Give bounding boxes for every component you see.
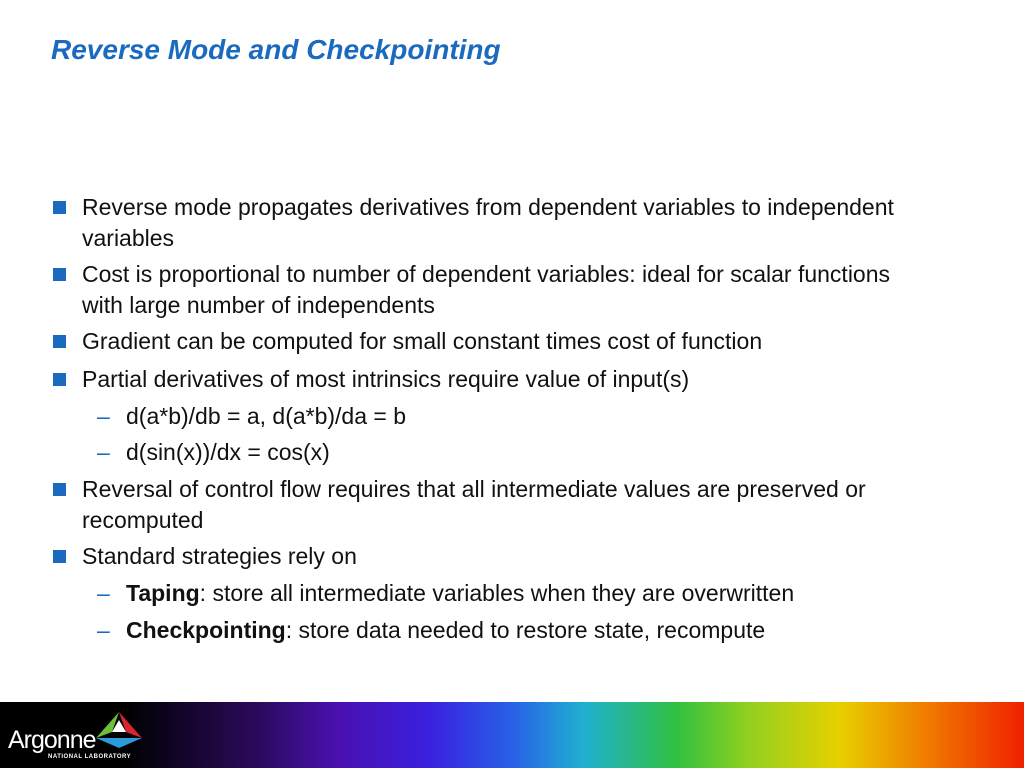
- bullet-text: Standard strategies rely on: [82, 543, 357, 569]
- dash-bullet-icon: –: [97, 617, 110, 643]
- dash-bullet-icon: –: [97, 403, 110, 429]
- bullet-text: : store all intermediate variables when they are overwritten: [199, 580, 795, 606]
- bullet-text: d(sin(x))/dx = cos(x): [126, 439, 330, 465]
- sub-bullet: [97, 578, 946, 609]
- bullet-bold-term: Taping: [126, 580, 200, 606]
- bullet: [82, 474, 902, 536]
- dash-bullet-icon: –: [97, 439, 110, 465]
- dash-bullet-icon: –: [97, 580, 110, 606]
- bullet: [82, 326, 902, 357]
- sub-bullet: [97, 401, 946, 432]
- logo-subtitle: NATIONAL LABORATORY: [48, 754, 132, 760]
- bullet-text: Gradient can be computed for small constant times cost of function: [82, 328, 763, 354]
- square-bullet-icon: [53, 268, 66, 281]
- triangle-logo-icon: [96, 712, 142, 748]
- bullet-bold-term: Checkpointing: [126, 617, 286, 643]
- logo-name: Argonne: [8, 726, 96, 754]
- square-bullet-icon: [53, 373, 66, 386]
- sub-bullet: [97, 615, 946, 646]
- square-bullet-icon: [53, 550, 66, 563]
- square-bullet-icon: [53, 201, 66, 214]
- square-bullet-icon: [53, 335, 66, 348]
- square-bullet-icon: [53, 483, 66, 496]
- bullet-text: d(a*b)/db = a, d(a*b)/da = b: [126, 403, 407, 429]
- slide-title: Reverse Mode and Checkpointing: [51, 34, 501, 65]
- bullet: [82, 192, 902, 254]
- bullet-text: Partial derivatives of most intrinsics require value of input(s): [82, 366, 690, 392]
- bullet-text: : store data needed to restore state, recompute: [285, 617, 766, 643]
- footer-spectrum-bar: [0, 702, 1024, 768]
- bullet-text: Cost is proportional to number of dependent variables: ideal for scalar functions with large number of independents: [82, 261, 891, 318]
- bullet-text: Reversal of control flow requires that all intermediate values are preserved or recomputed: [82, 476, 866, 533]
- sub-bullet: [97, 437, 946, 468]
- bullet: [82, 541, 902, 572]
- bullet-text: Reverse mode propagates derivatives from dependent variables to independent variables: [82, 194, 894, 251]
- bullet: [82, 259, 902, 321]
- bullet: [82, 364, 902, 395]
